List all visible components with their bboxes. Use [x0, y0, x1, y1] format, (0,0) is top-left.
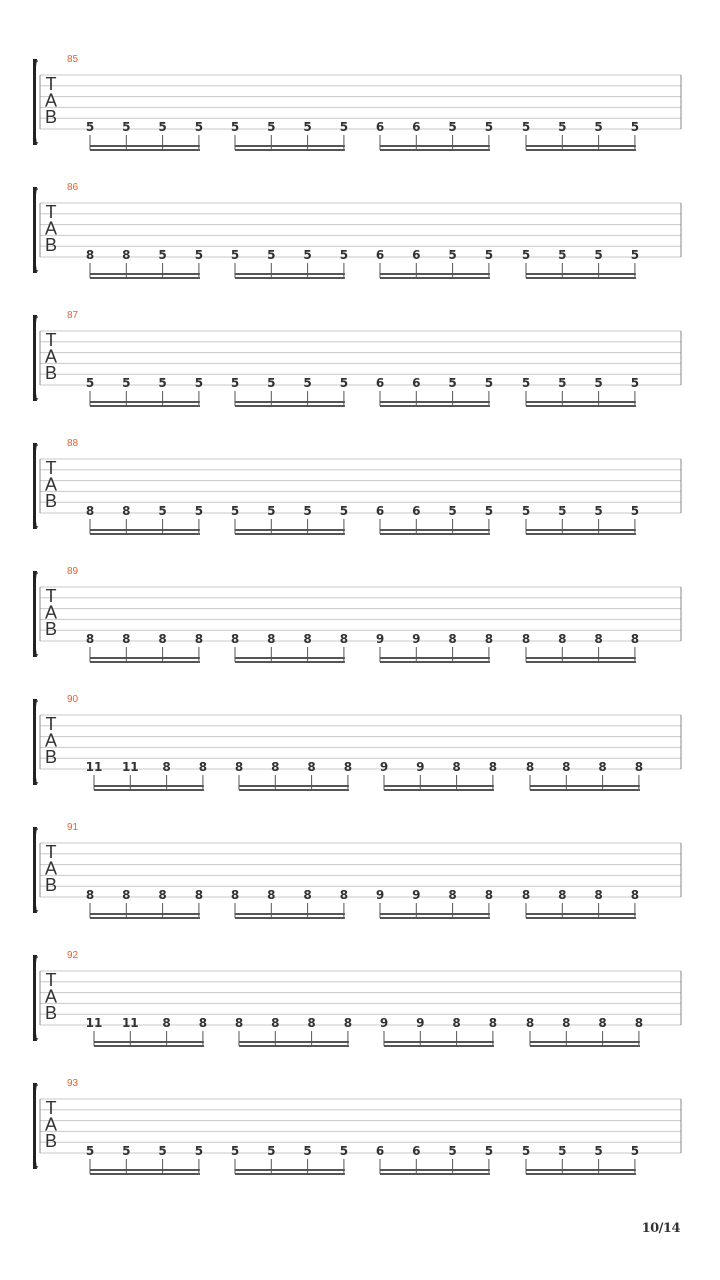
fret-number: 5 — [85, 120, 95, 134]
clef-letter: A — [44, 730, 58, 751]
beam-secondary — [90, 277, 200, 279]
fret-number: 8 — [598, 760, 607, 774]
tab-system — [33, 1078, 681, 1175]
fret-number: 5 — [448, 376, 457, 390]
beam-secondary — [90, 917, 200, 919]
bracket-shape — [33, 1083, 37, 1169]
fret-number: 9 — [416, 760, 425, 774]
fret-number: 11 — [121, 760, 139, 774]
fret-number: 5 — [85, 1144, 95, 1158]
fret-number: 5 — [230, 376, 240, 390]
fret-number: 8 — [307, 1016, 316, 1030]
fret-number: 5 — [448, 1144, 457, 1158]
fret-number: 5 — [521, 120, 531, 134]
fret-number: 5 — [158, 1144, 167, 1158]
bracket-shape — [33, 827, 37, 913]
tab-system — [33, 566, 681, 663]
beam-primary — [530, 1041, 640, 1043]
beam-secondary — [530, 1045, 640, 1047]
tab-system — [33, 310, 681, 407]
beam-primary — [526, 401, 636, 403]
clef-letter: B — [44, 107, 58, 127]
beam-secondary — [90, 1173, 200, 1175]
fret-number: 8 — [634, 1016, 644, 1030]
tab-system — [33, 182, 681, 279]
clef-letter: T — [45, 586, 57, 606]
beam-secondary — [384, 1045, 494, 1047]
fret-number: 8 — [594, 632, 603, 646]
beam-secondary — [526, 149, 636, 151]
fret-number: 5 — [558, 1144, 567, 1158]
beam-secondary — [380, 533, 490, 535]
fret-number: 5 — [484, 248, 494, 262]
measure-number: 91 — [67, 822, 79, 833]
fret-number: 8 — [234, 1016, 244, 1030]
fret-number: 9 — [375, 632, 385, 646]
clef-letter: B — [44, 1131, 58, 1151]
beam-secondary — [380, 277, 490, 279]
fret-number: 11 — [85, 760, 103, 774]
clef-letter: T — [45, 202, 57, 222]
beam-primary — [235, 273, 345, 275]
fret-number: 8 — [85, 248, 95, 262]
fret-number: 8 — [271, 1016, 280, 1030]
beam-primary — [526, 273, 636, 275]
beam-primary — [380, 273, 490, 275]
beam-secondary — [380, 917, 490, 919]
fret-number: 9 — [412, 888, 421, 902]
beam-primary — [380, 145, 490, 147]
fret-number: 5 — [448, 504, 457, 518]
clef-letter: A — [44, 986, 58, 1007]
fret-number: 5 — [630, 376, 640, 390]
fret-number: 8 — [452, 1016, 461, 1030]
fret-number: 5 — [484, 504, 494, 518]
fret-number: 8 — [158, 632, 167, 646]
measure-number: 93 — [67, 1078, 79, 1089]
fret-number: 5 — [158, 248, 167, 262]
clef-letter: T — [45, 74, 57, 94]
fret-number: 8 — [303, 888, 312, 902]
clef-letter: T — [45, 458, 57, 478]
measure-number: 87 — [67, 310, 79, 321]
beam-secondary — [526, 661, 636, 663]
fret-number: 5 — [158, 504, 167, 518]
fret-number: 5 — [303, 376, 312, 390]
fret-number: 9 — [375, 888, 385, 902]
fret-number: 8 — [198, 760, 208, 774]
fret-number: 5 — [194, 504, 204, 518]
fret-number: 8 — [452, 760, 461, 774]
beam-secondary — [235, 533, 345, 535]
fret-number: 8 — [630, 632, 640, 646]
beam-primary — [526, 913, 636, 915]
fret-number: 8 — [198, 1016, 208, 1030]
fret-number: 8 — [448, 632, 457, 646]
fret-number: 11 — [85, 1016, 103, 1030]
tab-system — [33, 54, 681, 151]
fret-number: 8 — [162, 760, 171, 774]
fret-number: 5 — [230, 120, 240, 134]
beam-secondary — [235, 277, 345, 279]
bracket-shape — [33, 955, 37, 1041]
beam-primary — [526, 529, 636, 531]
page-number: 10/14 — [641, 1221, 680, 1236]
clef-letter: A — [44, 1114, 58, 1135]
clef-letter: T — [45, 330, 57, 350]
clef-letter: B — [44, 619, 58, 639]
fret-number: 8 — [562, 1016, 571, 1030]
fret-number: 8 — [230, 632, 240, 646]
fret-number: 5 — [267, 1144, 276, 1158]
fret-number: 6 — [412, 1144, 421, 1158]
beam-secondary — [380, 149, 490, 151]
measure-number: 90 — [67, 694, 79, 705]
fret-number: 5 — [594, 376, 603, 390]
beam-primary — [90, 1169, 200, 1171]
fret-number: 5 — [448, 248, 457, 262]
fret-number: 8 — [525, 1016, 535, 1030]
beam-secondary — [90, 405, 200, 407]
tab-system — [33, 438, 681, 535]
tab-system — [33, 822, 681, 919]
beam-primary — [90, 145, 200, 147]
fret-number: 5 — [303, 120, 312, 134]
fret-number: 9 — [379, 760, 389, 774]
beam-secondary — [380, 405, 490, 407]
beam-secondary — [239, 789, 349, 791]
measure-number: 85 — [67, 54, 79, 65]
measure-number: 88 — [67, 438, 79, 449]
clef-letter: A — [44, 858, 58, 879]
beam-secondary — [94, 1045, 204, 1047]
fret-number: 5 — [484, 120, 494, 134]
fret-number: 8 — [558, 888, 567, 902]
measure-number: 86 — [67, 182, 79, 193]
fret-number: 8 — [488, 1016, 498, 1030]
beam-secondary — [526, 1173, 636, 1175]
fret-number: 8 — [271, 760, 280, 774]
fret-number: 5 — [630, 248, 640, 262]
clef-letter: T — [45, 842, 57, 862]
fret-number: 8 — [484, 632, 494, 646]
fret-number: 6 — [412, 248, 421, 262]
fret-number: 5 — [521, 376, 531, 390]
beam-primary — [235, 401, 345, 403]
fret-number: 5 — [194, 376, 204, 390]
fret-number: 8 — [194, 632, 204, 646]
fret-number: 6 — [375, 248, 385, 262]
fret-number: 5 — [448, 120, 457, 134]
fret-number: 8 — [594, 888, 603, 902]
beam-primary — [235, 913, 345, 915]
clef-letter: T — [45, 1098, 57, 1118]
beam-secondary — [90, 661, 200, 663]
fret-number: 8 — [85, 888, 95, 902]
fret-number: 5 — [594, 120, 603, 134]
fret-number: 8 — [267, 632, 276, 646]
fret-number: 5 — [230, 504, 240, 518]
beam-secondary — [526, 277, 636, 279]
fret-number: 8 — [85, 504, 95, 518]
beam-secondary — [526, 917, 636, 919]
bracket-shape — [33, 571, 37, 657]
beam-primary — [239, 1041, 349, 1043]
fret-number: 8 — [339, 888, 349, 902]
beam-primary — [235, 145, 345, 147]
fret-number: 8 — [521, 632, 531, 646]
clef-letter: T — [45, 970, 57, 990]
beam-primary — [380, 913, 490, 915]
fret-number: 5 — [303, 1144, 312, 1158]
fret-number: 5 — [558, 376, 567, 390]
beam-primary — [526, 1169, 636, 1171]
fret-number: 8 — [339, 632, 349, 646]
fret-number: 8 — [85, 632, 95, 646]
fret-number: 8 — [122, 248, 131, 262]
fret-number: 5 — [594, 1144, 603, 1158]
fret-number: 8 — [303, 632, 312, 646]
beam-secondary — [235, 661, 345, 663]
tab-system — [33, 950, 681, 1047]
fret-number: 5 — [630, 1144, 640, 1158]
fret-number: 5 — [339, 376, 349, 390]
beam-primary — [384, 1041, 494, 1043]
fret-number: 5 — [122, 120, 131, 134]
fret-number: 5 — [558, 120, 567, 134]
beam-secondary — [235, 149, 345, 151]
beam-primary — [380, 1169, 490, 1171]
fret-number: 8 — [525, 760, 535, 774]
fret-number: 8 — [343, 1016, 353, 1030]
fret-number: 5 — [230, 1144, 240, 1158]
fret-number: 5 — [484, 1144, 494, 1158]
fret-number: 8 — [230, 888, 240, 902]
beam-primary — [235, 1169, 345, 1171]
beam-secondary — [380, 1173, 490, 1175]
fret-number: 8 — [194, 888, 204, 902]
fret-number: 9 — [412, 632, 421, 646]
fret-number: 5 — [122, 376, 131, 390]
measure-number: 92 — [67, 950, 79, 961]
beam-primary — [384, 785, 494, 787]
fret-number: 5 — [267, 120, 276, 134]
measure-number: 89 — [67, 566, 79, 577]
fret-number: 5 — [339, 504, 349, 518]
fret-number: 8 — [634, 760, 644, 774]
fret-number: 6 — [412, 504, 421, 518]
fret-number: 9 — [416, 1016, 425, 1030]
beam-primary — [235, 529, 345, 531]
beam-primary — [90, 529, 200, 531]
fret-number: 8 — [630, 888, 640, 902]
fret-number: 5 — [594, 248, 603, 262]
beam-secondary — [239, 1045, 349, 1047]
fret-number: 5 — [122, 1144, 131, 1158]
beam-primary — [90, 401, 200, 403]
fret-number: 8 — [521, 888, 531, 902]
beam-primary — [526, 657, 636, 659]
bracket-shape — [33, 443, 37, 529]
beam-secondary — [526, 533, 636, 535]
fret-number: 8 — [448, 888, 457, 902]
clef-letter: B — [44, 747, 58, 767]
fret-number: 5 — [558, 248, 567, 262]
fret-number: 5 — [521, 248, 531, 262]
beam-primary — [90, 913, 200, 915]
fret-number: 5 — [339, 1144, 349, 1158]
beam-primary — [94, 785, 204, 787]
fret-number: 5 — [267, 248, 276, 262]
fret-number: 5 — [303, 248, 312, 262]
fret-number: 6 — [375, 504, 385, 518]
fret-number: 8 — [598, 1016, 607, 1030]
clef-letter: B — [44, 1003, 58, 1023]
clef-letter: A — [44, 90, 58, 111]
beam-primary — [380, 657, 490, 659]
fret-number: 8 — [488, 760, 498, 774]
bracket-shape — [33, 187, 37, 273]
beam-primary — [526, 145, 636, 147]
fret-number: 5 — [594, 504, 603, 518]
fret-number: 5 — [194, 248, 204, 262]
fret-number: 8 — [307, 760, 316, 774]
fret-number: 5 — [158, 120, 167, 134]
beam-secondary — [90, 533, 200, 535]
bracket-shape — [33, 699, 37, 785]
fret-number: 5 — [521, 504, 531, 518]
fret-number: 9 — [379, 1016, 389, 1030]
beam-primary — [235, 657, 345, 659]
fret-number: 5 — [558, 504, 567, 518]
beam-secondary — [530, 789, 640, 791]
tab-system — [33, 694, 681, 791]
beam-secondary — [235, 1173, 345, 1175]
fret-number: 5 — [194, 1144, 204, 1158]
fret-number: 5 — [630, 120, 640, 134]
fret-number: 5 — [339, 248, 349, 262]
fret-number: 6 — [412, 376, 421, 390]
fret-number: 8 — [562, 760, 571, 774]
fret-number: 8 — [558, 632, 567, 646]
fret-number: 6 — [375, 376, 385, 390]
clef-letter: B — [44, 235, 58, 255]
clef-letter: B — [44, 363, 58, 383]
beam-secondary — [526, 405, 636, 407]
fret-number: 8 — [234, 760, 244, 774]
fret-number: 8 — [122, 888, 131, 902]
fret-number: 8 — [122, 632, 131, 646]
clef-letter: B — [44, 491, 58, 511]
fret-number: 5 — [85, 376, 95, 390]
clef-letter: A — [44, 602, 58, 623]
beam-secondary — [235, 405, 345, 407]
beam-secondary — [94, 789, 204, 791]
fret-number: 5 — [194, 120, 204, 134]
fret-number: 8 — [158, 888, 167, 902]
fret-number: 8 — [343, 760, 353, 774]
fret-number: 5 — [267, 504, 276, 518]
bracket-shape — [33, 59, 37, 145]
beam-primary — [380, 401, 490, 403]
clef-letter: A — [44, 346, 58, 367]
beam-primary — [530, 785, 640, 787]
fret-number: 8 — [122, 504, 131, 518]
beam-primary — [380, 529, 490, 531]
fret-number: 5 — [484, 376, 494, 390]
clef-letter: A — [44, 218, 58, 239]
beam-secondary — [235, 917, 345, 919]
beam-primary — [239, 785, 349, 787]
fret-number: 5 — [630, 504, 640, 518]
fret-number: 5 — [521, 1144, 531, 1158]
clef-letter: A — [44, 474, 58, 495]
fret-number: 8 — [484, 888, 494, 902]
beam-primary — [90, 273, 200, 275]
fret-number: 5 — [339, 120, 349, 134]
fret-number: 6 — [375, 1144, 385, 1158]
clef-letter: T — [45, 714, 57, 734]
fret-number: 5 — [158, 376, 167, 390]
fret-number: 6 — [375, 120, 385, 134]
beam-primary — [90, 657, 200, 659]
fret-number: 11 — [121, 1016, 139, 1030]
fret-number: 5 — [230, 248, 240, 262]
beam-secondary — [380, 661, 490, 663]
fret-number: 5 — [267, 376, 276, 390]
bracket-shape — [33, 315, 37, 401]
fret-number: 8 — [267, 888, 276, 902]
beam-secondary — [90, 149, 200, 151]
clef-letter: B — [44, 875, 58, 895]
fret-number: 5 — [303, 504, 312, 518]
beam-primary — [94, 1041, 204, 1043]
fret-number: 8 — [162, 1016, 171, 1030]
beam-secondary — [384, 789, 494, 791]
fret-number: 6 — [412, 120, 421, 134]
